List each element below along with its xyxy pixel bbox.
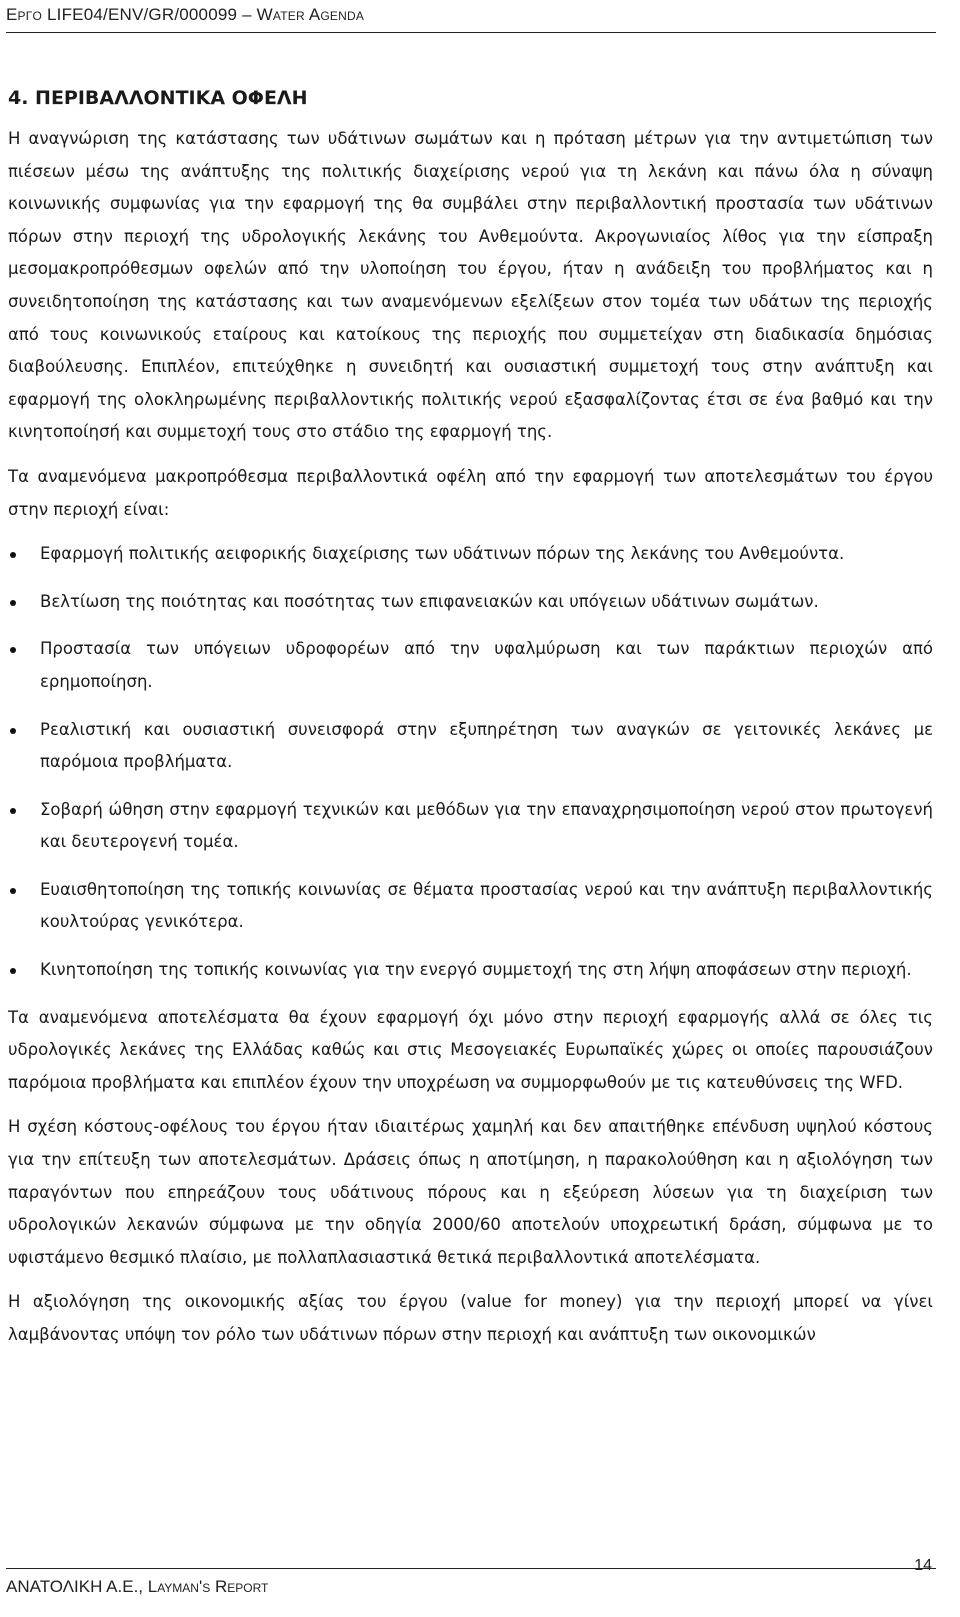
list-item xyxy=(8,874,933,939)
paragraph-expected-benefits: Τα αναμενόμενα μακροπρόθεσμα περιβαλλοντικά οφέλη από την εφαρμογή των αποτελεσμάτων του έργου στην περιοχή είναι: xyxy=(8,466,933,519)
bullet-icon xyxy=(10,728,16,734)
list-item xyxy=(8,586,933,619)
bullet-icon xyxy=(10,888,16,894)
list-item-text: Ευαισθητοποίηση της τοπικής κοινωνίας σε θέματα προστασίας νερού και την ανάπτυξη περιβαλλοντικής κουλτούρας γενικότερα. xyxy=(40,879,933,932)
list-item-text: Σοβαρή ώθηση στην εφαρμογή τεχνικών και μεθόδων για την επαναχρησιμοποίηση νερού στον πρωτογενή και δευτερογενή τομέα. xyxy=(40,799,933,852)
list-item xyxy=(8,714,933,779)
list-item xyxy=(8,633,933,698)
list-item xyxy=(8,954,933,987)
section-heading: 4. ΠΕΡΙΒΑΛΛΟΝΤΙΚΑ ΟΦΕΛΗ xyxy=(8,87,308,109)
list-item-text: Ρεαλιστική και ουσιαστική συνεισφορά στην εξυπηρέτηση των αναγκών σε γειτονικές λεκάνες με παρόμοια προβλήματα. xyxy=(40,719,933,772)
list-item xyxy=(8,538,933,571)
footer-company: ΑΝΑΤΟΛΙΚΗ Α.Ε., Layman's Report xyxy=(6,1577,269,1596)
paragraph-value-for-money: Η αξιολόγηση της οικονομικής αξίας του έργου (value for money) για την περιοχή μπορεί να γίνει λαμβάνοντας υπόψη τον ρόλο των υδάτινων πόρων στην περιοχή και ανάπτυξη των οικονομικών xyxy=(8,1292,933,1344)
bullet-icon xyxy=(10,808,16,814)
header-title: Εργο LIFE04/ENV/GR/000099 – Water Agenda xyxy=(6,5,365,24)
page-header xyxy=(6,2,936,33)
paragraph-cost-benefit: Η σχέση κόστους-οφέλους του έργου ήταν ιδιαιτέρως χαμηλή και δεν απαιτήθηκε επένδυση υψηλού κόστους για την επίτευξη των αποτελεσμάτων. Δράσεις όπως η αποτίμηση, η παρακολούθηση και η αξιολόγηση των παραγόντων που επηρεάζουν τους υδάτινους πόρους και η εξεύρεση λύσεων για τη διαχείριση των υδρολογικών λεκανών σύμφωνα με την οδηγία 2000/60 αποτελούν υποχρεωτική δράση, σύμφωνα με το υφιστάμενο θεσμικό πλαίσιο, με πολλαπλασιαστικά θετικά περιβαλλοντικά αποτελέσματα. xyxy=(8,1117,933,1267)
benefits-list xyxy=(8,538,933,987)
list-item-text: Εφαρμογή πολιτικής αειφορικής διαχείρισης των υδάτινων πόρων της λεκάνης του Ανθεμούντα. xyxy=(40,544,845,564)
paragraph-intro: Η αναγνώριση της κατάστασης των υδάτινων σωμάτων και η πρόταση μέτρων για την αντιμετώπιση των πιέσεων μέσω της ανάπτυξης της πολιτικής διαχείρισης νερού για τη λεκάνη και πάνω όλα η σύναψη κοινωνικής συμφωνίας για την εφαρμογή της θα συμβάλει στην περιβαλλοντική προστασία των υδάτινων πόρων στην περιοχή της υδρολογικής λεκάνης του Ανθεμούντα. Ακρογωνιαίος λίθος για την είσπραξη μεσομακροπρόθεσμων οφελών από την υλοποίηση του έργου, ήταν η ανάδειξη του προβλήματος και η συνειδητοποίηση της κατάστασης και των αναμενόμενων εξελίξεων στον τομέα των υδάτων της περιοχής από τους κοινωνικούς εταίρους και κατοίκους της περιοχής που συμμετείχαν στη διαδικασία δημόσιας διαβούλευσης. Επιπλέον, επιτεύχθηκε η συνειδητή και ουσιαστική συμμετοχή τους στην ανάπτυξη και εφαρμογή της ολοκληρωμένης περιβαλλοντικής πολιτικής νερού εξασφαλίζοντας έτσι σε ένα βαθμό και την κινητοποίησή και συμμετοχή τους στο στάδιο της εφαρμογή της. xyxy=(8,129,933,442)
bullet-icon xyxy=(10,968,16,974)
page-footer xyxy=(6,1557,936,1609)
list-item xyxy=(8,794,933,859)
list-item-text: Βελτίωση της ποιότητας και ποσότητας των επιφανειακών και υπόγειων υδάτινων σωμάτων. xyxy=(40,591,819,611)
paragraph-applicability: Τα αναμενόμενα αποτελέσματα θα έχουν εφαρμογή όχι μόνο στην περιοχή εφαρμογής αλλά σε όλες τις υδρολογικές λεκάνες της Ελλάδας καθώς και στις Μεσογειακές Ευρωπαϊκές χώρες οι οποίες παρουσιάζουν παρόμοια προβλήματα και επιπλέον έχουν την υποχρέωση να συμμορφωθούν με τις κατευθύνσεις της WFD. xyxy=(8,1007,933,1092)
bullet-icon xyxy=(10,647,16,653)
page-content xyxy=(8,85,933,1364)
list-item-text: Προστασία των υπόγειων υδροφορέων από την υφαλμύρωση και των παράκτιων περιοχών από ερημοποίηση. xyxy=(40,639,933,691)
bullet-icon xyxy=(10,600,16,606)
bullet-icon xyxy=(10,552,16,558)
list-item-text: Κινητοποίηση της τοπικής κοινωνίας για την ενεργό συμμετοχή της στη λήψη αποφάσεων στην περιοχή. xyxy=(40,960,912,980)
page-number: 14 xyxy=(914,1557,932,1574)
